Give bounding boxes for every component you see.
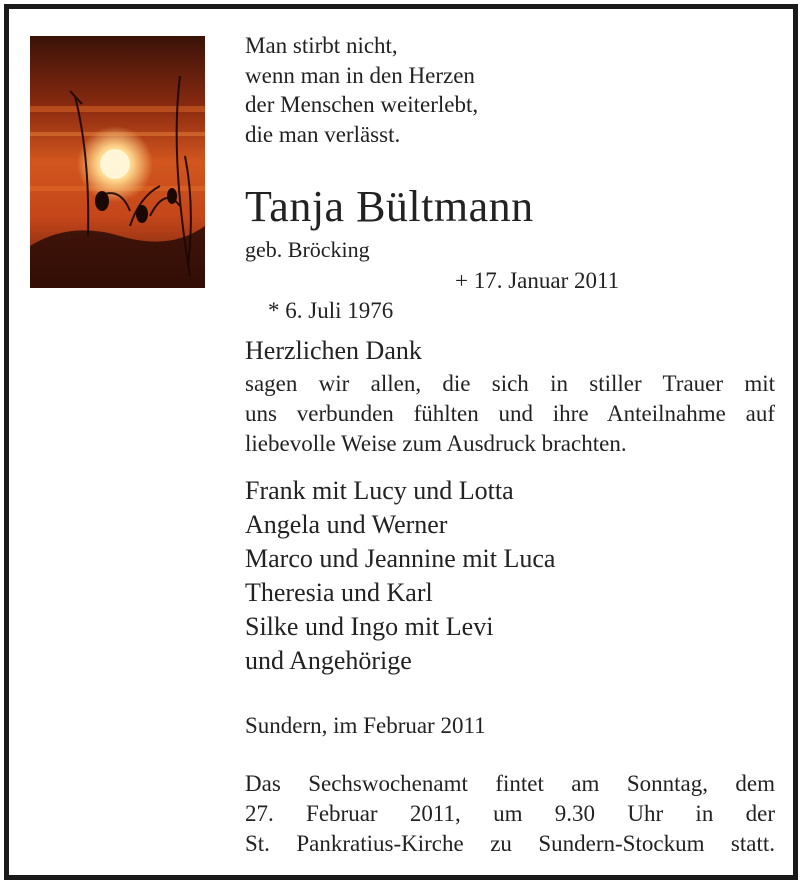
life-dates [245, 266, 620, 386]
family-member: Angela und Werner [245, 510, 448, 539]
thanks-title: Herzlichen Dank [245, 336, 422, 365]
notice-line: 27. Februar 2011, um 9.30 Uhr in der [245, 801, 775, 826]
motto-line: wenn man in den Herzen [245, 62, 475, 88]
motto-line: die man verlässt. [245, 121, 401, 147]
deceased-name: Tanja Bültmann [245, 182, 534, 231]
family-member: Frank mit Lucy und Lotta [245, 476, 514, 505]
thanks-line: uns verbunden fühlten und ihre Anteilnahme auf [245, 401, 775, 426]
death-date: + 17. Januar 2011 [455, 268, 620, 293]
notice-line: Das Sechswochenamt fintet am Sonntag, dem [245, 771, 775, 796]
place-date: Sundern, im Februar 2011 [245, 713, 486, 738]
sunset-photo [30, 36, 205, 288]
thanks-body [245, 369, 775, 459]
thanks-line: liebevolle Weise zum Ausdruck brachten. [245, 431, 627, 456]
maiden-name: geb. Bröcking [245, 237, 370, 262]
family-member: Theresia und Karl [245, 578, 433, 607]
motto [245, 31, 478, 149]
notice-line: St. Pankratius-Kirche zu Sundern-Stockum statt. [245, 831, 775, 856]
family-member: Marco und Jeannine mit Luca [245, 544, 556, 573]
family-list [245, 474, 555, 678]
family-member: Silke und Ingo mit Levi [245, 612, 494, 641]
birth-date: * 6. Juli 1976 [268, 298, 394, 323]
sunset-image [30, 36, 205, 288]
motto-line: Man stirbt nicht, [245, 33, 398, 58]
family-member: und Angehörige [245, 646, 412, 675]
obituary-frame [4, 4, 798, 880]
service-notice [245, 769, 775, 859]
thanks-line: sagen wir allen, die sich in stiller Trauer mit [245, 371, 775, 396]
motto-line: der Menschen weiterlebt, [245, 92, 479, 117]
